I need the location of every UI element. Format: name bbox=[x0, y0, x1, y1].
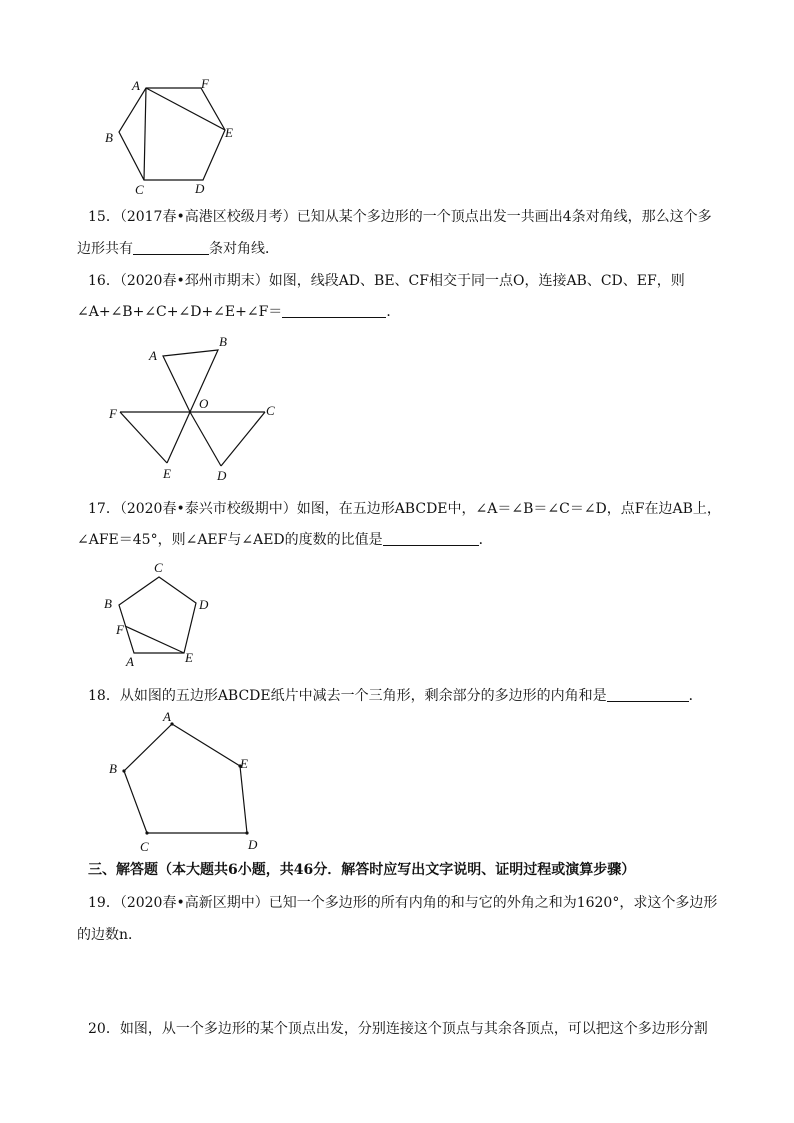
label-b: B bbox=[105, 130, 113, 145]
triangle-aob bbox=[163, 350, 218, 412]
label-b: B bbox=[104, 596, 112, 611]
small-pentagon-figure bbox=[100, 560, 220, 670]
label-c: C bbox=[140, 839, 149, 854]
label-e: E bbox=[240, 756, 248, 771]
label-e: E bbox=[225, 125, 233, 140]
label-d: D bbox=[248, 837, 258, 852]
pentagon-outline bbox=[119, 577, 196, 653]
label-a: A bbox=[132, 78, 140, 93]
vertex-c-dot bbox=[145, 831, 148, 834]
hexagon-figure bbox=[95, 70, 255, 200]
vertex-b-dot bbox=[122, 769, 125, 772]
q15-line2 bbox=[77, 240, 279, 258]
q19-line1: 19．（2020春•高新区期中）已知一个多边形的所有内角的和与它的外角之和为1620°，求这个多边形 bbox=[88, 895, 718, 911]
label-f: F bbox=[201, 76, 209, 91]
label-d: D bbox=[195, 181, 205, 196]
label-f: F bbox=[116, 622, 124, 637]
label-o: O bbox=[199, 396, 209, 411]
q17-line2 bbox=[77, 531, 493, 549]
vertex-d-dot bbox=[245, 831, 248, 834]
q18-line1-pre: 18．从如图的五边形ABCDE纸片中减去一个三角形，剩余部分的多边形的内角和是 bbox=[88, 688, 607, 704]
label-c: C bbox=[135, 182, 144, 197]
section-heading: 三、解答题（本大题共6小题，共46分．解答时应写出文字说明、证明过程或演算步骤） bbox=[88, 862, 636, 878]
label-b: B bbox=[109, 761, 117, 776]
label-c: C bbox=[266, 403, 275, 418]
line-dc bbox=[221, 412, 265, 466]
small-pentagon-svg bbox=[100, 560, 220, 670]
label-e: E bbox=[185, 650, 193, 665]
label-a: A bbox=[163, 709, 171, 724]
line-od bbox=[190, 412, 221, 466]
line-eo bbox=[167, 412, 190, 463]
q15-line1: 15．（2017春•高港区校级月考）已知从某个多边形的一个顶点出发一共画出4条对角线，那么这个多 bbox=[88, 209, 712, 225]
q15-answer-blank[interactable] bbox=[133, 240, 209, 255]
label-d: D bbox=[217, 468, 227, 483]
q16-line2-pre: ∠A+∠B+∠C+∠D+∠E+∠F＝ bbox=[77, 304, 283, 320]
q17-answer-blank[interactable] bbox=[383, 531, 479, 546]
segment-fe bbox=[125, 626, 184, 653]
label-b: B bbox=[219, 334, 227, 349]
large-pentagon-figure bbox=[100, 705, 280, 855]
q18-line1-post: ． bbox=[688, 688, 703, 704]
q16-line2 bbox=[77, 303, 400, 321]
q17-line1: 17．（2020春•泰兴市校级期中）如图，在五边形ABCDE中，∠A＝∠B＝∠C＝∠D，点F在边AB上， bbox=[88, 501, 721, 517]
q20-line1: 20．如图，从一个多边形的某个顶点出发，分别连接这个顶点与其余各顶点，可以把这个多边形分割 bbox=[88, 1021, 708, 1037]
q17-line2-pre: ∠AFE＝45°，则∠AEF与∠AED的度数的比值是 bbox=[77, 532, 383, 548]
q17-line2-post: ． bbox=[478, 532, 493, 548]
hexagon-svg bbox=[95, 70, 255, 200]
q15-line2-post: 条对角线． bbox=[209, 241, 279, 257]
line-fe bbox=[120, 412, 167, 463]
q16-line2-post: ． bbox=[386, 304, 401, 320]
label-f: F bbox=[109, 406, 117, 421]
q19-line2: 的边数n． bbox=[77, 927, 143, 943]
q18-answer-blank[interactable] bbox=[607, 687, 689, 702]
label-a: A bbox=[126, 654, 134, 669]
bowtie-svg bbox=[100, 330, 290, 490]
large-pentagon-svg bbox=[100, 705, 280, 855]
q16-line1: 16．（2020春•邳州市期末）如图，线段AD、BE、CF相交于同一点O，连接AB、CD、EF，则 bbox=[88, 273, 685, 289]
label-c: C bbox=[154, 560, 163, 575]
label-e: E bbox=[163, 466, 171, 481]
label-a: A bbox=[149, 348, 157, 363]
q15-line2-pre: 边形共有 bbox=[77, 241, 133, 257]
label-d: D bbox=[199, 597, 209, 612]
pentagon-outline bbox=[124, 724, 247, 833]
diagonal-ac bbox=[144, 88, 146, 180]
q16-answer-blank[interactable] bbox=[282, 303, 386, 318]
bowtie-figure bbox=[100, 330, 290, 490]
q18-line1 bbox=[88, 687, 703, 705]
